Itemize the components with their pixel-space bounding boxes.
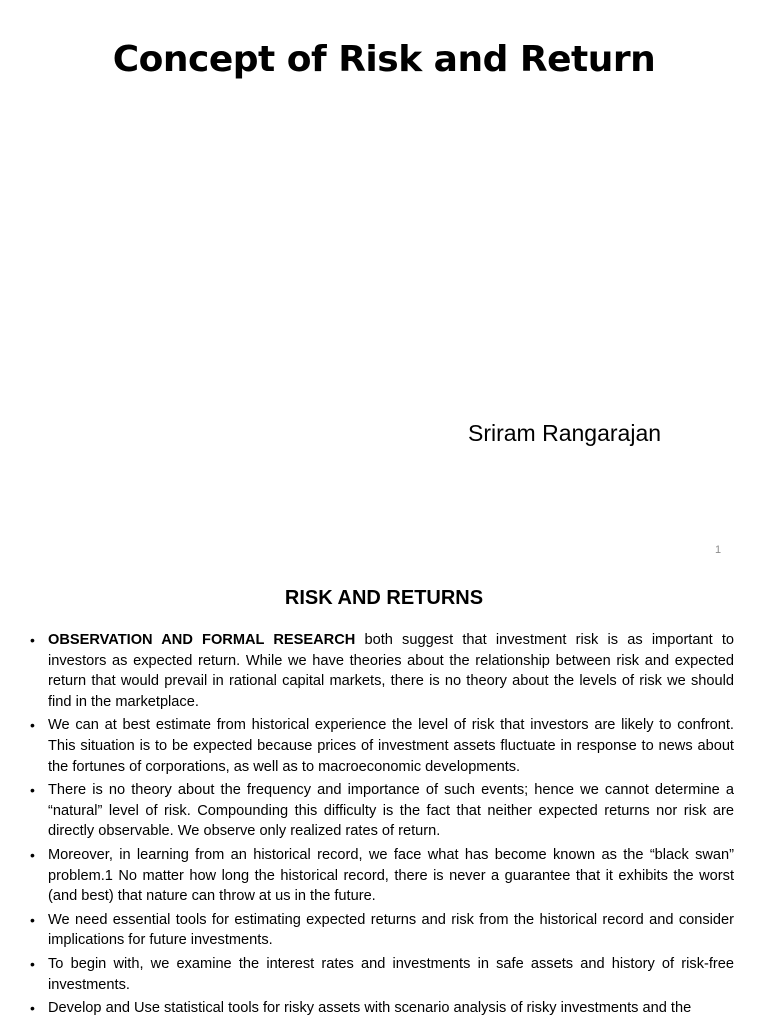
bullet-icon: • [30,846,35,863]
bullet-text: We can at best estimate from historical experience the level of risk that investors are likely to confront. This situation is to be expected because prices of investment assets fluctuate in response to news about the fortunes of corporations, as well as to macroeconomic developments. [48,717,734,775]
bullet-icon: • [30,911,35,928]
bullet-icon: • [30,632,35,648]
page-number: 1 [714,544,722,556]
bullet-text: both suggest that investment risk is as important to investors as expected return. While we have theories about the relationship between risk and expected return that would prevail in rational capital markets, there is no theory about the levels of risk we should find in the marketplace. [48,632,735,710]
bullet-icon: • [30,782,35,799]
bullet-item [30,954,734,995]
bullet-item [30,780,734,842]
bullet-text: To begin with, we examine the interest rates and investments in safe assets and history of risk-free investments. [48,955,734,993]
bullet-item [30,715,734,777]
section-heading: RISK AND RETURNS [284,587,484,609]
bullet-text: We need essential tools for estimating expected returns and risk from the historical record and consider implications for future investments. [48,911,734,949]
bullet-item [30,845,734,907]
bullet-text: Develop and Use statistical tools for risky assets with scenario analysis of risky investments and the [48,1000,692,1017]
bullet-list [30,630,734,1022]
bullet-icon: • [30,955,35,972]
bullet-icon: • [30,1000,35,1017]
bullet-item [30,998,734,1019]
bullet-icon: • [30,717,35,734]
author-name: Sriram Rangarajan [468,420,662,446]
bullet-text: Moreover, in learning from an historical record, we face what has become known as the “black swan” problem.1 No matter how long the historical record, there is never a guarantee that it exhibits the worst (and best) that nature can throw at us in the future. [48,846,734,905]
bullet-text: There is no theory about the frequency and importance of such events; hence we cannot determine a “natural” level of risk. Compounding this difficulty is the fact that neither expected returns nor risk are directly observable. We observe only realized rates of return. [48,782,734,840]
bullet-lead: OBSERVATION AND FORMAL RESEARCH [48,632,356,648]
bullet-item [30,630,734,712]
bullet-item [30,910,734,951]
content-slide [0,570,768,1024]
slide-title: Concept of Risk and Return [112,39,656,80]
